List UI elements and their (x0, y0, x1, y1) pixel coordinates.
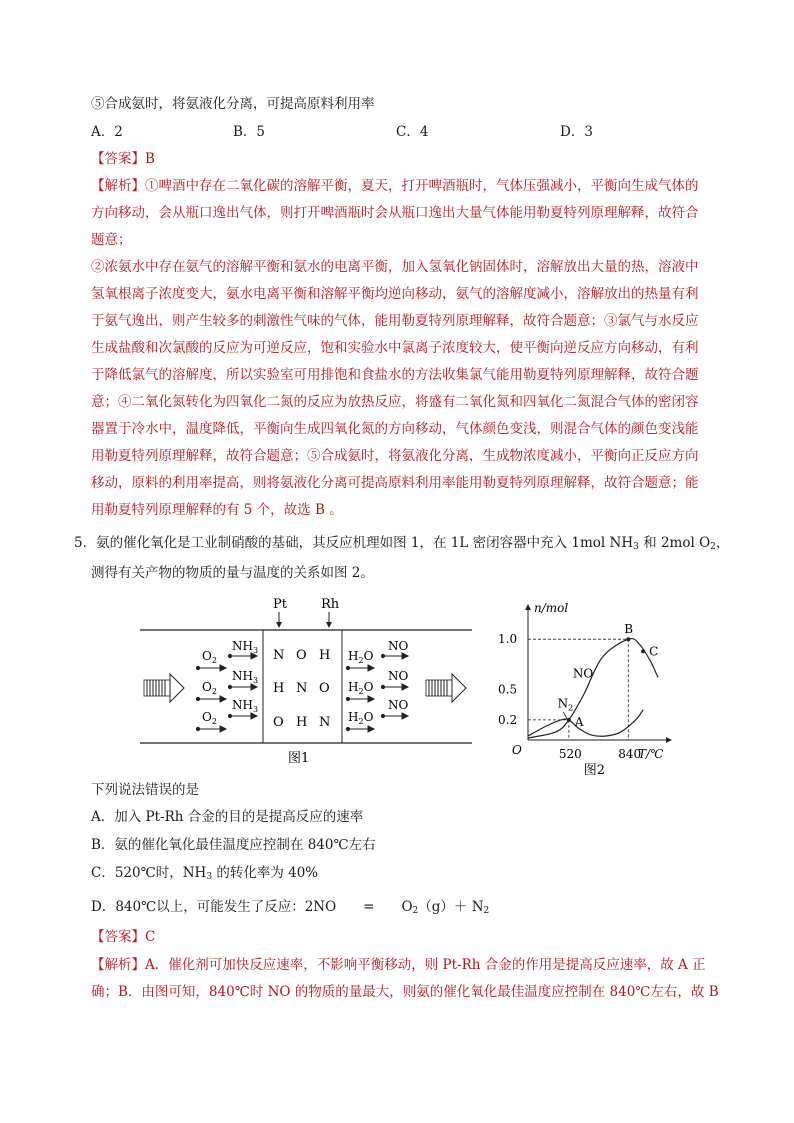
q5-stem-line1: 5．氨的催化氧化是工业制硝酸的基础，其反应机理如图 1，在 1L 密闭容器中充入 1mol $NH_3$ 和 2mol $O_2$， (74, 535, 730, 552)
q4-option-d: D．3 (560, 124, 593, 140)
analysis-line: 【解析】①啤酒中存在二氧化碳的溶解平衡，夏天，打开啤酒瓶时，气体压强减小，平衡向生成气体的 (91, 178, 699, 194)
analysis-line: 题意； (91, 232, 132, 248)
outflow-arrow-icon (426, 674, 466, 702)
point-marker-c (641, 649, 645, 653)
q5-stem-line2: 测得有关产物的物质的量与温度的关系如图 2。 (91, 565, 374, 581)
figure-1-caption: 图1 (288, 751, 310, 766)
series-line-n2 (528, 710, 643, 736)
q5-option-d: D．840℃以上，可能发生了反应：2NO = $O_2(g)+ N_2$ (91, 899, 490, 916)
series-label-n2: $N_2$ (557, 696, 574, 713)
species-no: NO (388, 669, 409, 683)
svg-text:O: O (319, 681, 330, 696)
analysis-tag: 【解析】 (91, 957, 145, 973)
species-no: NO (388, 698, 409, 712)
x-tick-label: 520 (558, 747, 582, 761)
svg-text:O: O (296, 648, 307, 663)
q4-answer: 【答案】B (91, 151, 155, 167)
q5-question: 下列说法错误的是 (91, 782, 199, 798)
x-axis-label: T/℃ (638, 747, 664, 761)
y-tick-label: 0.5 (498, 682, 518, 697)
species-o2: $O_2$ (202, 710, 217, 726)
point-label-a: A (574, 714, 584, 729)
y-tick-label: 0.2 (498, 712, 518, 727)
n2-pointer (563, 712, 567, 719)
inflow-arrow-icon (144, 674, 184, 702)
svg-text:N: N (296, 681, 308, 696)
origin-label: O (512, 743, 522, 757)
series-line-no (528, 639, 658, 738)
species-nh3: $NH_3$ (232, 639, 259, 655)
y-tick-label: 1.0 (498, 632, 518, 647)
figure-2-caption: 图2 (583, 763, 605, 778)
point-marker-a (567, 718, 571, 722)
analysis-line: 于降低氯气的溶解度，所以实验室可用排饱和食盐水的方法收集氯气能用勒夏特列原理解释，故符合题 (91, 367, 699, 383)
q5-option-b: B．氨的催化氧化最佳温度应控制在 840℃左右 (91, 837, 376, 853)
q4-option-b: B．5 (233, 124, 266, 140)
q5-answer: 【答案】C (91, 929, 156, 945)
analysis-tag: 【解析】 (91, 178, 145, 194)
analysis-line: 方向移动，会从瓶口逸出气体，则打开啤酒瓶时会从瓶口逸出大量气体能用勒夏特列原理解释，故符合 (91, 205, 699, 221)
catalyst-surface-grid (273, 648, 330, 730)
point-label-b: B (624, 622, 634, 637)
q4-option-c: C．4 (396, 124, 429, 140)
rh-label: Rh (321, 597, 340, 612)
analysis-line: 移动，原料的利用率提高，则将氨液化分离可提高原料利用率能用勒夏特列原理解释，故符合题意；能 (91, 475, 699, 491)
point-label-c: C (649, 644, 659, 659)
analysis-line: 于氨气逸出，则产生较多的刺激性气味的气体，能用勒夏特列原理解释，故符合题意；③氯气与水反应 (91, 313, 699, 329)
svg-text:H: H (273, 681, 285, 696)
q4-option-a: A．2 (91, 124, 123, 140)
analysis-line: ②浓氨水中存在氨气的溶解平衡和氨水的电离平衡，加入氢氧化钠固体时，溶解放出大量的热，溶液中 (91, 259, 699, 275)
svg-text:H: H (296, 715, 308, 730)
species-h2o: $H_2O$ (348, 680, 374, 696)
svg-text:N: N (273, 648, 285, 663)
x-axis-arrow (666, 737, 672, 743)
species-nh3: $NH_3$ (232, 669, 259, 685)
pt-label: Pt (273, 597, 287, 612)
species-no: NO (388, 639, 409, 653)
figure-2-chart (490, 596, 675, 778)
analysis-line: 氢氧根离子浓度变大，氨水电离平衡和溶解平衡均逆向移动，氨气的溶解度减小，溶解放出的热量有利 (91, 286, 699, 302)
x-tick-label: 840 (618, 747, 642, 761)
prev-item-5: ⑤合成氨时，将氨液化分离，可提高原料利用率 (91, 96, 375, 112)
svg-text:N: N (319, 715, 331, 730)
point-marker-b (626, 637, 630, 641)
analysis-line: 意；④二氧化氮转化为四氧化二氮的反应为放热反应，将盛有二氧化氮和四氧化二氮混合气体的密闭容 (91, 394, 699, 410)
q5-analysis-line: 确；B．由图可知，840℃时 NO 的物质的量最大，则氨的催化氧化最佳温度应控制在 840℃左右，故 B (91, 984, 719, 1000)
q5-option-a: A．加入 Pt-Rh 合金的目的是提高反应的速率 (91, 809, 364, 825)
y-axis-arrow (525, 604, 531, 610)
species-h2o: $H_2O$ (348, 649, 374, 665)
species-o2: $O_2$ (202, 649, 217, 665)
species-nh3: $NH_3$ (232, 698, 259, 714)
y-axis-label: n/mol (534, 601, 569, 615)
analysis-line: 器置于冷水中，温度降低，平衡向生成四氧化氮的方向移动，气体颜色变浅，则混合气体的颜色变浅能 (91, 421, 699, 437)
svg-text:O: O (273, 715, 284, 730)
svg-text:H: H (319, 648, 331, 663)
q5-analysis-line: 【解析】A．催化剂可加快反应速率，不影响平衡移动，则 Pt-Rh 合金的作用是提高反应速率，故 A 正 (91, 957, 706, 973)
q5-option-c: C．520℃时，$NH_3$ 的转化率为 40% (91, 865, 319, 882)
product-species (348, 639, 409, 726)
analysis-line: 生成盐酸和次氯酸的反应为可逆反应，饱和实验水中氯离子浓度较大，使平衡向逆反应方向移动，有利 (91, 340, 699, 356)
figure-1 (136, 596, 476, 766)
species-h2o: $H_2O$ (348, 710, 374, 726)
series-label-no: NO (572, 666, 594, 681)
reactant-species (202, 639, 258, 726)
analysis-line: 用勒夏特列原理解释的有 5 个，故选 B 。 (91, 502, 343, 518)
analysis-line: 用勒夏特列原理解释，故符合题意；⑤合成氨时，将氨液化分离，生成物浓度减小，平衡向正反应方向 (91, 448, 699, 464)
species-o2: $O_2$ (202, 680, 217, 696)
